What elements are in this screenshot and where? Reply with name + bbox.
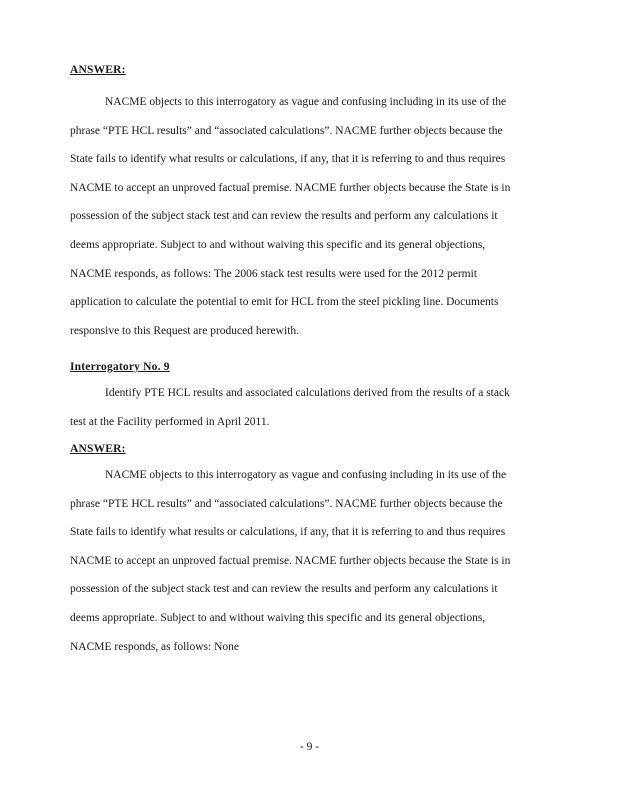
answer-1-line: State fails to identify what results or calculations, if any, that it is referring to and thus requires (70, 153, 506, 166)
answer-heading-2: ANSWER: (70, 443, 126, 455)
answer-paragraph-2 (70, 467, 550, 667)
answer-2-line: NACME objects to this interrogatory as vague and confusing including in its use of the (105, 469, 507, 481)
interrogatory-line: Identify PTE HCL results and associated calculations derived from the results of a stack (105, 387, 510, 399)
interrogatory-paragraph (70, 385, 550, 442)
answer-2-line: NACME to accept an unproved factual premise. NACME further objects because the State is in (70, 554, 511, 567)
answer-2-line: State fails to identify what results or calculations, if any, that it is referring to and thus requires (70, 526, 506, 539)
answer-1-line: phrase “PTE HCL results” and “associated calculations”. NACME further objects because the (70, 124, 503, 137)
answer-2-line: phrase “PTE HCL results” and “associated calculations”. NACME further objects because the (70, 497, 503, 510)
answer-2-line: NACME responds, as follows: None (70, 640, 239, 653)
answer-1-line: deems appropriate. Subject to and without waiving this specific and its general objections, (70, 238, 486, 251)
interrogatory-heading: Interrogatory No. 9 (70, 361, 170, 373)
answer-1-line: NACME objects to this interrogatory as vague and confusing including in its use of the (105, 96, 507, 108)
answer-1-line: NACME responds, as follows: The 2006 stack test results were used for the 2012 permit (70, 267, 478, 280)
answer-heading-1: ANSWER: (70, 64, 126, 76)
answer-1-line: possession of the subject stack test and can review the results and perform any calculations it (70, 210, 498, 223)
answer-paragraph-1 (70, 94, 550, 351)
answer-2-line: deems appropriate. Subject to and without waiving this specific and its general objections, (70, 611, 486, 624)
page-number: - 9 - (299, 741, 320, 753)
answer-1-line: responsive to this Request are produced herewith. (70, 324, 299, 337)
interrogatory-line: test at the Facility performed in April 2011. (70, 415, 270, 428)
answer-2-line: possession of the subject stack test and can review the results and perform any calculations it (70, 583, 498, 596)
answer-1-line: NACME to accept an unproved factual premise. NACME further objects because the State is in (70, 181, 511, 194)
answer-1-line: application to calculate the potential to emit for HCL from the steel pickling line. Documents (70, 296, 499, 309)
